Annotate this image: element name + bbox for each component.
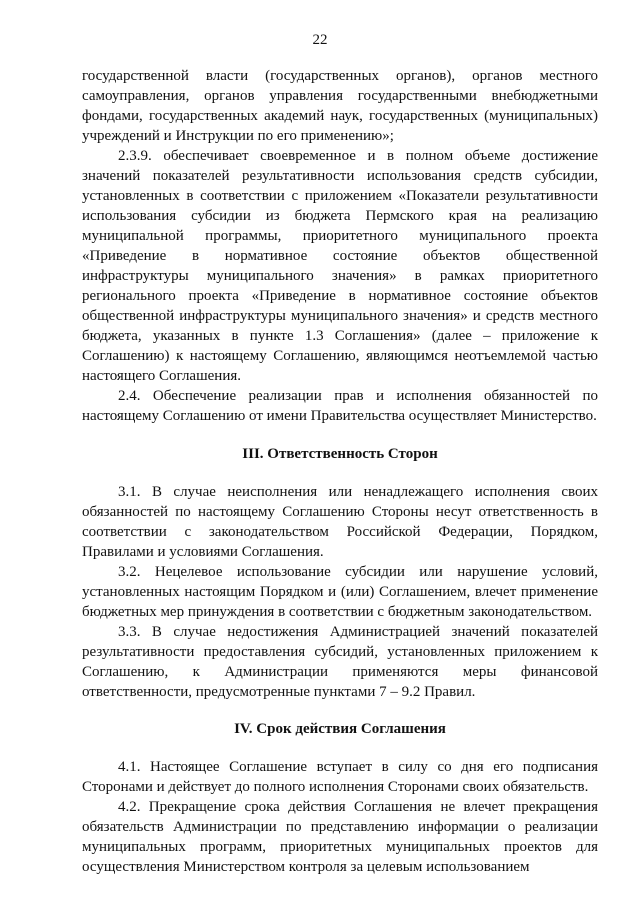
document-body bbox=[82, 66, 598, 877]
section-3-heading: III. Ответственность Сторон bbox=[242, 446, 438, 462]
paragraph-4-1: 4.1. Настоящее Соглашение вступает в силу со дня его подписания Сторонами и действует до полного исполнения Сторонами своих обязательств. bbox=[82, 759, 598, 795]
paragraph-4-2: 4.2. Прекращение срока действия Соглашения не влечет прекращения обязательств Администрации по представлению информации о реализации муниципальных программ, приоритетных муниципальных проектов для осуществления Министерством контроля за целевым использованием bbox=[82, 799, 598, 875]
paragraph-3-2: 3.2. Нецелевое использование субсидии или нарушение условий, установленных настоящим Порядком и (или) Соглашением, влечет применение бюджетных мер принуждения в соответствии с бюджетным законодательством. bbox=[82, 564, 598, 620]
page-number: 22 bbox=[312, 32, 328, 48]
paragraph-2-3-9: 2.3.9. обеспечивает своевременное и в полном объеме достижение значений показателей результативности использования средств субсидии, установленных в соответствии с приложением «Показатели результативности использования субсидии из бюджета Пермского края на реализацию муниципальной программы, приоритетного муниципального проекта «Приведение в нормативное состояние объектов общественной инфраструктуры муниципального значения» в рамках приоритетного регионального проекта «Приведение в нормативное состояние объектов общественной инфраструктуры муниципального значения» и средств местного бюджета, указанных в пункте 1.3 Соглашения» (далее – приложение к Соглашению) к настоящему Соглашению, являющимся неотъемлемой частью настоящего Соглашения. bbox=[82, 148, 598, 384]
paragraph-3-1: 3.1. В случае неисполнения или ненадлежащего исполнения своих обязанностей по настоящему Соглашению Стороны несут ответственность в соответствии с законодательством Российской Федерации, Порядком, Правилами и условиями Соглашения. bbox=[82, 484, 598, 560]
paragraph-continuation: государственной власти (государственных органов), органов местного самоуправления, органов управления государственными внебюджетными фондами, государственных академий наук, государственных (муниципальных) учреждений и Инструкции по его применению»; bbox=[82, 68, 598, 144]
paragraph-2-4: 2.4. Обеспечение реализации прав и исполнения обязанностей по настоящему Соглашению от имени Правительства осуществляет Министерство. bbox=[82, 388, 598, 424]
paragraph-3-3: 3.3. В случае недостижения Администрацией значений показателей результативности предоставления субсидий, установленных приложением к Соглашению, к Администрации применяются меры финансовой ответственности, предусмотренные пунктами 7 – 9.2 Правил. bbox=[82, 624, 598, 700]
section-4-heading: IV. Срок действия Соглашения bbox=[234, 721, 446, 737]
